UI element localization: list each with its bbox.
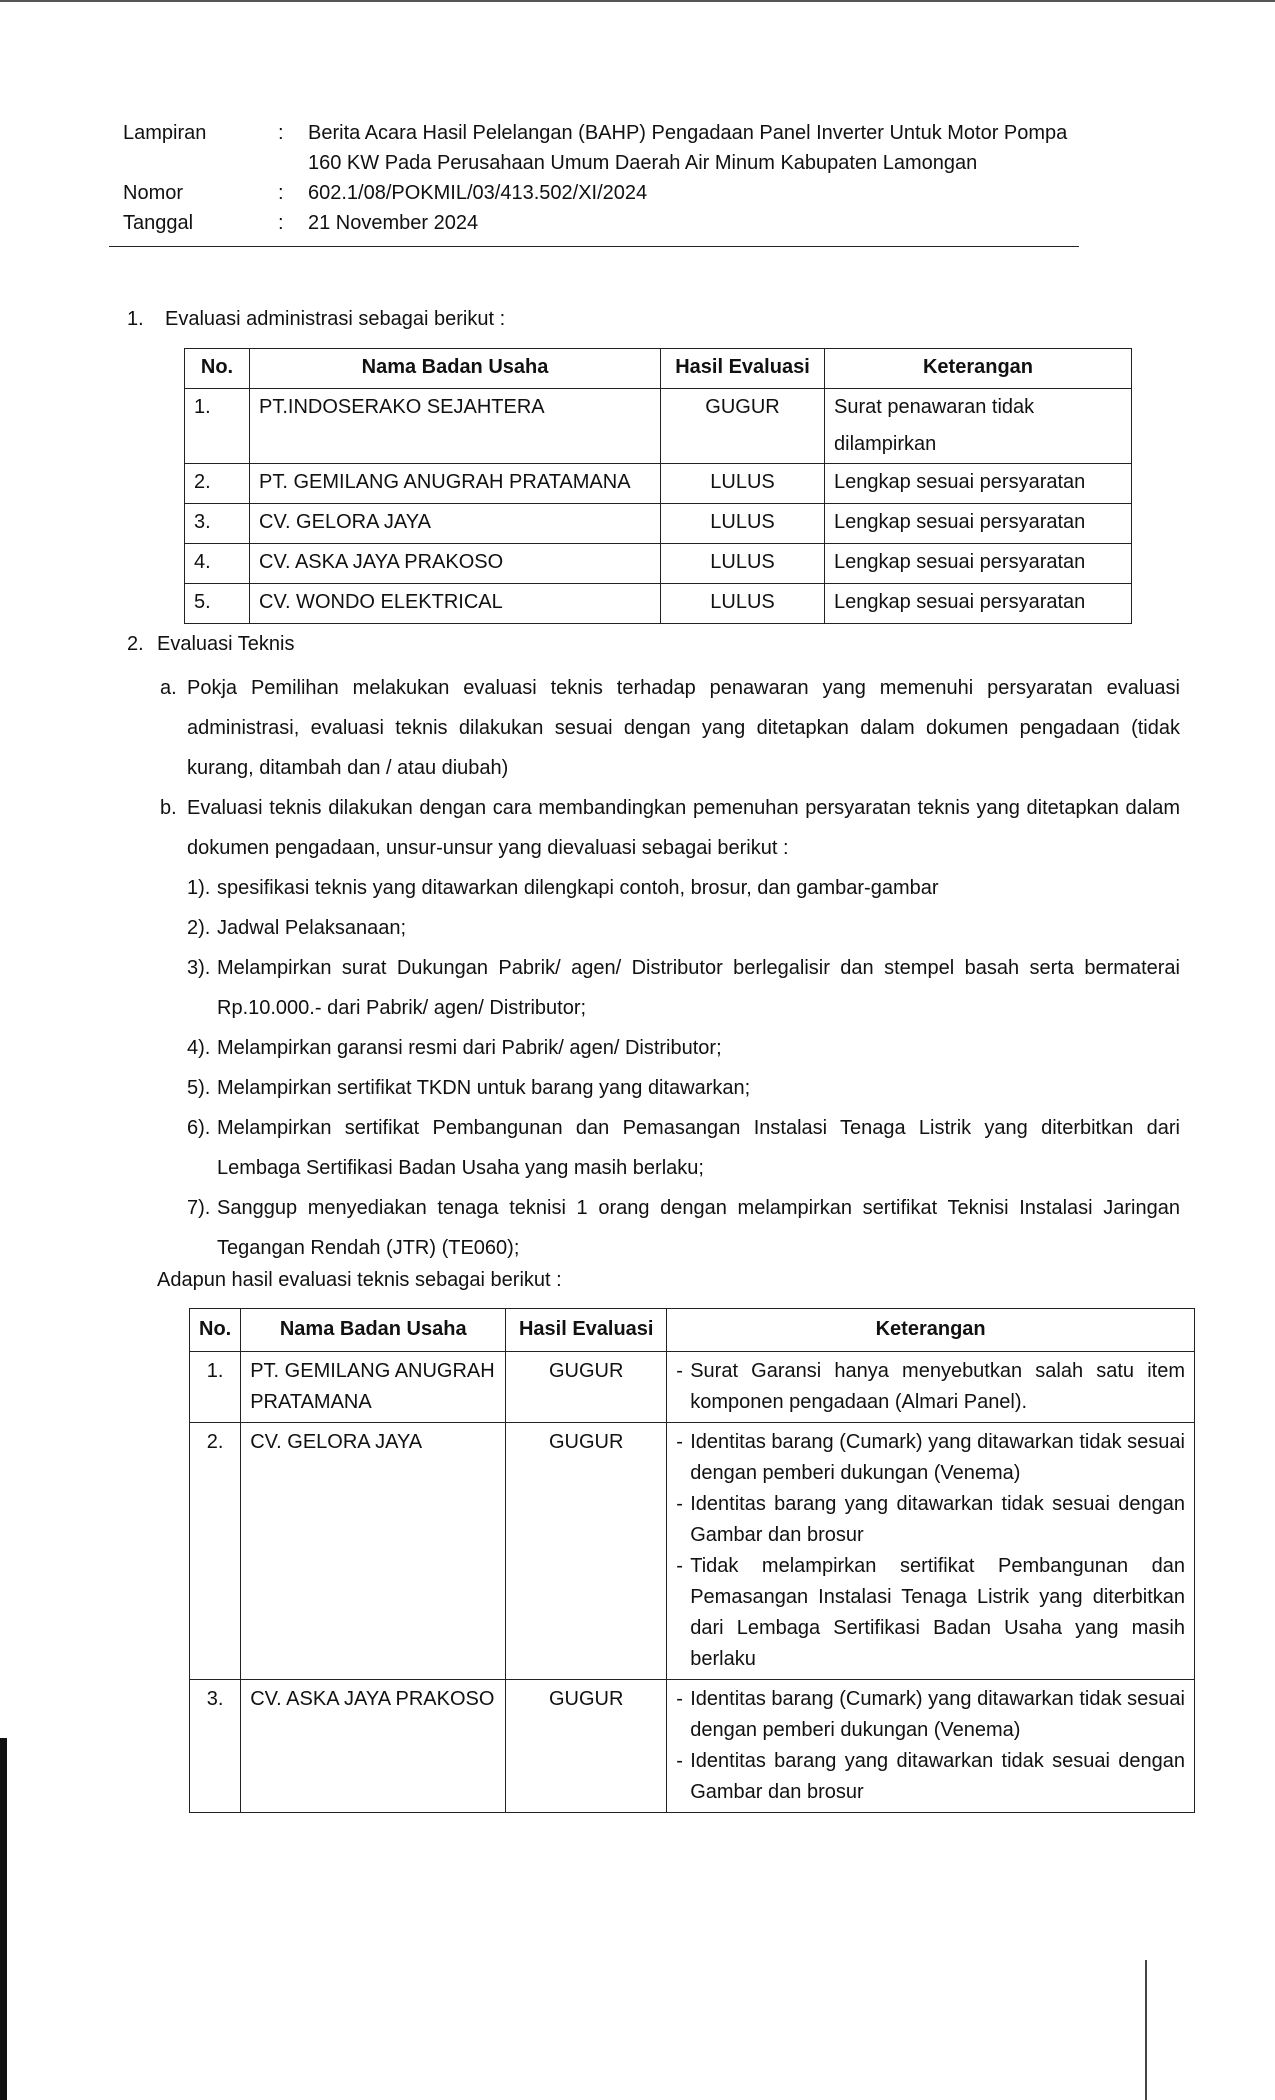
row-name: CV. GELORA JAYA [241,1423,506,1680]
scan-edge-left [0,1738,7,2100]
column-header-result: Hasil Evaluasi [506,1309,667,1352]
nomor-row [123,178,1078,208]
row-no: 1. [185,389,250,464]
row-notes [667,1352,1195,1423]
criteria-text: Melampirkan surat Dukungan Pabrik/ agen/ Distributor berlegalisir dan stempel basah serta bermaterai Rp.10.000.- dari Pabrik/ agen/ Distributor; [217,957,1180,1019]
row-result: LULUS [661,544,825,584]
row-no: 1. [190,1352,241,1423]
bullet-dash: - [676,1360,683,1382]
note-bullet [676,1551,1185,1675]
table-row [185,584,1132,624]
note-text: Identitas barang (Cumark) yang ditawarkan tidak sesuai dengan pemberi dukungan (Venema) [690,1688,1185,1741]
criteria-text: Jadwal Pelaksanaan; [217,917,407,939]
colon: : [278,182,284,204]
note-bullet [676,1489,1185,1551]
table-row [185,389,1132,464]
column-header-name: Nama Badan Usaha [241,1309,506,1352]
row-result: GUGUR [506,1680,667,1813]
row-result: LULUS [661,584,825,624]
criteria-marker: 6). [187,1117,211,1139]
table-row [190,1352,1195,1423]
criteria-item [187,1068,1180,1108]
criteria-marker: 1). [187,877,211,899]
document-header [123,118,1078,238]
lampiran-row [123,118,1078,178]
bullet-dash: - [676,1688,683,1710]
row-no: 3. [190,1680,241,1813]
lampiran-value-line1: Berita Acara Hasil Pelelangan (BAHP) Pengadaan Panel Inverter Untuk Motor Pompa [308,122,1068,144]
note-bullet [676,1427,1185,1489]
table-row [185,504,1132,544]
lampiran-value-line2: 160 KW Pada Perusahaan Umum Daerah Air Minum Kabupaten Lamongan [308,152,978,174]
column-header-name: Nama Badan Usaha [250,349,661,389]
item-text: Evaluasi teknis dilakukan dengan cara membandingkan pemenuhan persyaratan teknis yang ditetapkan dalam dokumen pengadaan, unsur-unsur yang dievaluasi sebagai berikut : [187,797,1180,859]
criteria-item [187,1108,1180,1188]
section-2-heading [127,630,294,658]
note-bullet [676,1684,1185,1746]
criteria-item [187,1188,1180,1268]
criteria-text: Melampirkan sertifikat TKDN untuk barang yang ditawarkan; [217,1077,751,1099]
note-text: Surat Garansi hanya menyebutkan salah satu item komponen pengadaan (Almari Panel). [690,1360,1185,1413]
criteria-marker: 5). [187,1077,211,1099]
note-text: Identitas barang yang ditawarkan tidak sesuai dengan Gambar dan brosur [690,1493,1185,1546]
row-name: CV. ASKA JAYA PRAKOSO [250,544,661,584]
note-bullet [676,1746,1185,1808]
nomor-label: Nomor [123,182,184,204]
section-title: Evaluasi Teknis [157,633,295,655]
criteria-text: Melampirkan sertifikat Pembangunan dan Pemasangan Instalasi Tenaga Listrik yang diterbitkan dari Lembaga Sertifikasi Badan Usaha yang masih berlaku; [217,1117,1180,1179]
item-marker: b. [160,797,177,819]
table-header-row [190,1309,1195,1352]
row-no: 4. [185,544,250,584]
table-header-row [185,349,1132,389]
scan-edge-top [0,0,1275,2]
row-no: 2. [185,464,250,504]
row-result: LULUS [661,464,825,504]
column-header-result: Hasil Evaluasi [661,349,825,389]
scan-edge-right [1145,1960,1147,2100]
column-header-no: No. [190,1309,241,1352]
note-text: Tidak melampirkan sertifikat Pembangunan dan Pemasangan Instalasi Tenaga Listrik yang diterbitkan dari Lembaga Sertifikasi Badan Usaha yang masih berlaku [690,1555,1185,1670]
row-name: PT. GEMILANG ANUGRAH PRATAMANA [241,1352,506,1423]
criteria-marker: 3). [187,957,211,979]
tanggal-row [123,208,1078,238]
row-name: CV. WONDO ELEKTRICAL [250,584,661,624]
row-notes [667,1680,1195,1813]
row-name: PT.INDOSERAKO SEJAHTERA [250,389,661,464]
table-row [185,544,1132,584]
row-result: GUGUR [661,389,825,464]
column-header-no: No. [185,349,250,389]
note-text: Identitas barang (Cumark) yang ditawarkan tidak sesuai dengan pemberi dukungan (Venema) [690,1431,1185,1484]
row-notes [667,1423,1195,1680]
criteria-marker: 7). [187,1197,211,1219]
row-note: Surat penawaran tidak dilampirkan [825,389,1132,464]
criteria-item [187,868,1180,908]
row-note: Lengkap sesuai persyaratan [825,544,1132,584]
tanggal-value: 21 November 2024 [308,212,479,234]
row-result: LULUS [661,504,825,544]
technical-evaluation-body [160,668,1180,1268]
section-1-heading [127,305,505,333]
row-no: 5. [185,584,250,624]
row-result: GUGUR [506,1423,667,1680]
table-row [190,1680,1195,1813]
lampiran-value [308,118,1078,178]
bullet-dash: - [676,1493,683,1515]
criteria-marker: 2). [187,917,211,939]
note-bullet [676,1356,1185,1418]
results-intro: Adapun hasil evaluasi teknis sebagai berikut : [157,1269,562,1291]
section-number: 2. [127,633,144,655]
section-number: 1. [127,308,144,330]
bullet-dash: - [676,1555,683,1577]
criteria-text: Melampirkan garansi resmi dari Pabrik/ agen/ Distributor; [217,1037,722,1059]
row-note: Lengkap sesuai persyaratan [825,584,1132,624]
section-title: Evaluasi administrasi sebagai berikut : [165,308,506,330]
item-a [160,668,1180,788]
table-row [190,1423,1195,1680]
item-text: Pokja Pemilihan melakukan evaluasi teknis terhadap penawaran yang memenuhi persyaratan evaluasi administrasi, evaluasi teknis dilakukan sesuai dengan yang ditetapkan dalam dokumen pengadaan (tidak kurang, ditambah dan / atau diubah) [187,677,1180,779]
criteria-item [187,908,1180,948]
row-no: 2. [190,1423,241,1680]
row-note: Lengkap sesuai persyaratan [825,504,1132,544]
admin-evaluation-table [184,348,1132,624]
header-divider [109,246,1079,247]
tanggal-label: Tanggal [123,212,194,234]
column-header-note: Keterangan [667,1309,1195,1352]
row-note: Lengkap sesuai persyaratan [825,464,1132,504]
row-no: 3. [185,504,250,544]
table-row [185,464,1132,504]
bullet-dash: - [676,1750,683,1772]
criteria-item [187,948,1180,1028]
criteria-marker: 4). [187,1037,211,1059]
row-result: GUGUR [506,1352,667,1423]
row-name: PT. GEMILANG ANUGRAH PRATAMANA [250,464,661,504]
column-header-note: Keterangan [825,349,1132,389]
nomor-value: 602.1/08/POKMIL/03/413.502/XI/2024 [308,182,648,204]
item-marker: a. [160,677,177,699]
technical-evaluation-table [189,1308,1195,1813]
bullet-dash: - [676,1431,683,1453]
note-text: Identitas barang yang ditawarkan tidak sesuai dengan Gambar dan brosur [690,1750,1185,1803]
item-b [160,788,1180,868]
criteria-text: spesifikasi teknis yang ditawarkan dilengkapi contoh, brosur, dan gambar-gambar [217,877,939,899]
colon: : [278,212,284,234]
row-name: CV. GELORA JAYA [250,504,661,544]
lampiran-label: Lampiran [123,122,207,144]
row-name: CV. ASKA JAYA PRAKOSO [241,1680,506,1813]
criteria-item [187,1028,1180,1068]
colon: : [278,122,284,144]
criteria-text: Sanggup menyediakan tenaga teknisi 1 orang dengan melampirkan sertifikat Teknisi Instalasi Jaringan Tegangan Rendah (JTR) (TE060); [217,1197,1180,1259]
